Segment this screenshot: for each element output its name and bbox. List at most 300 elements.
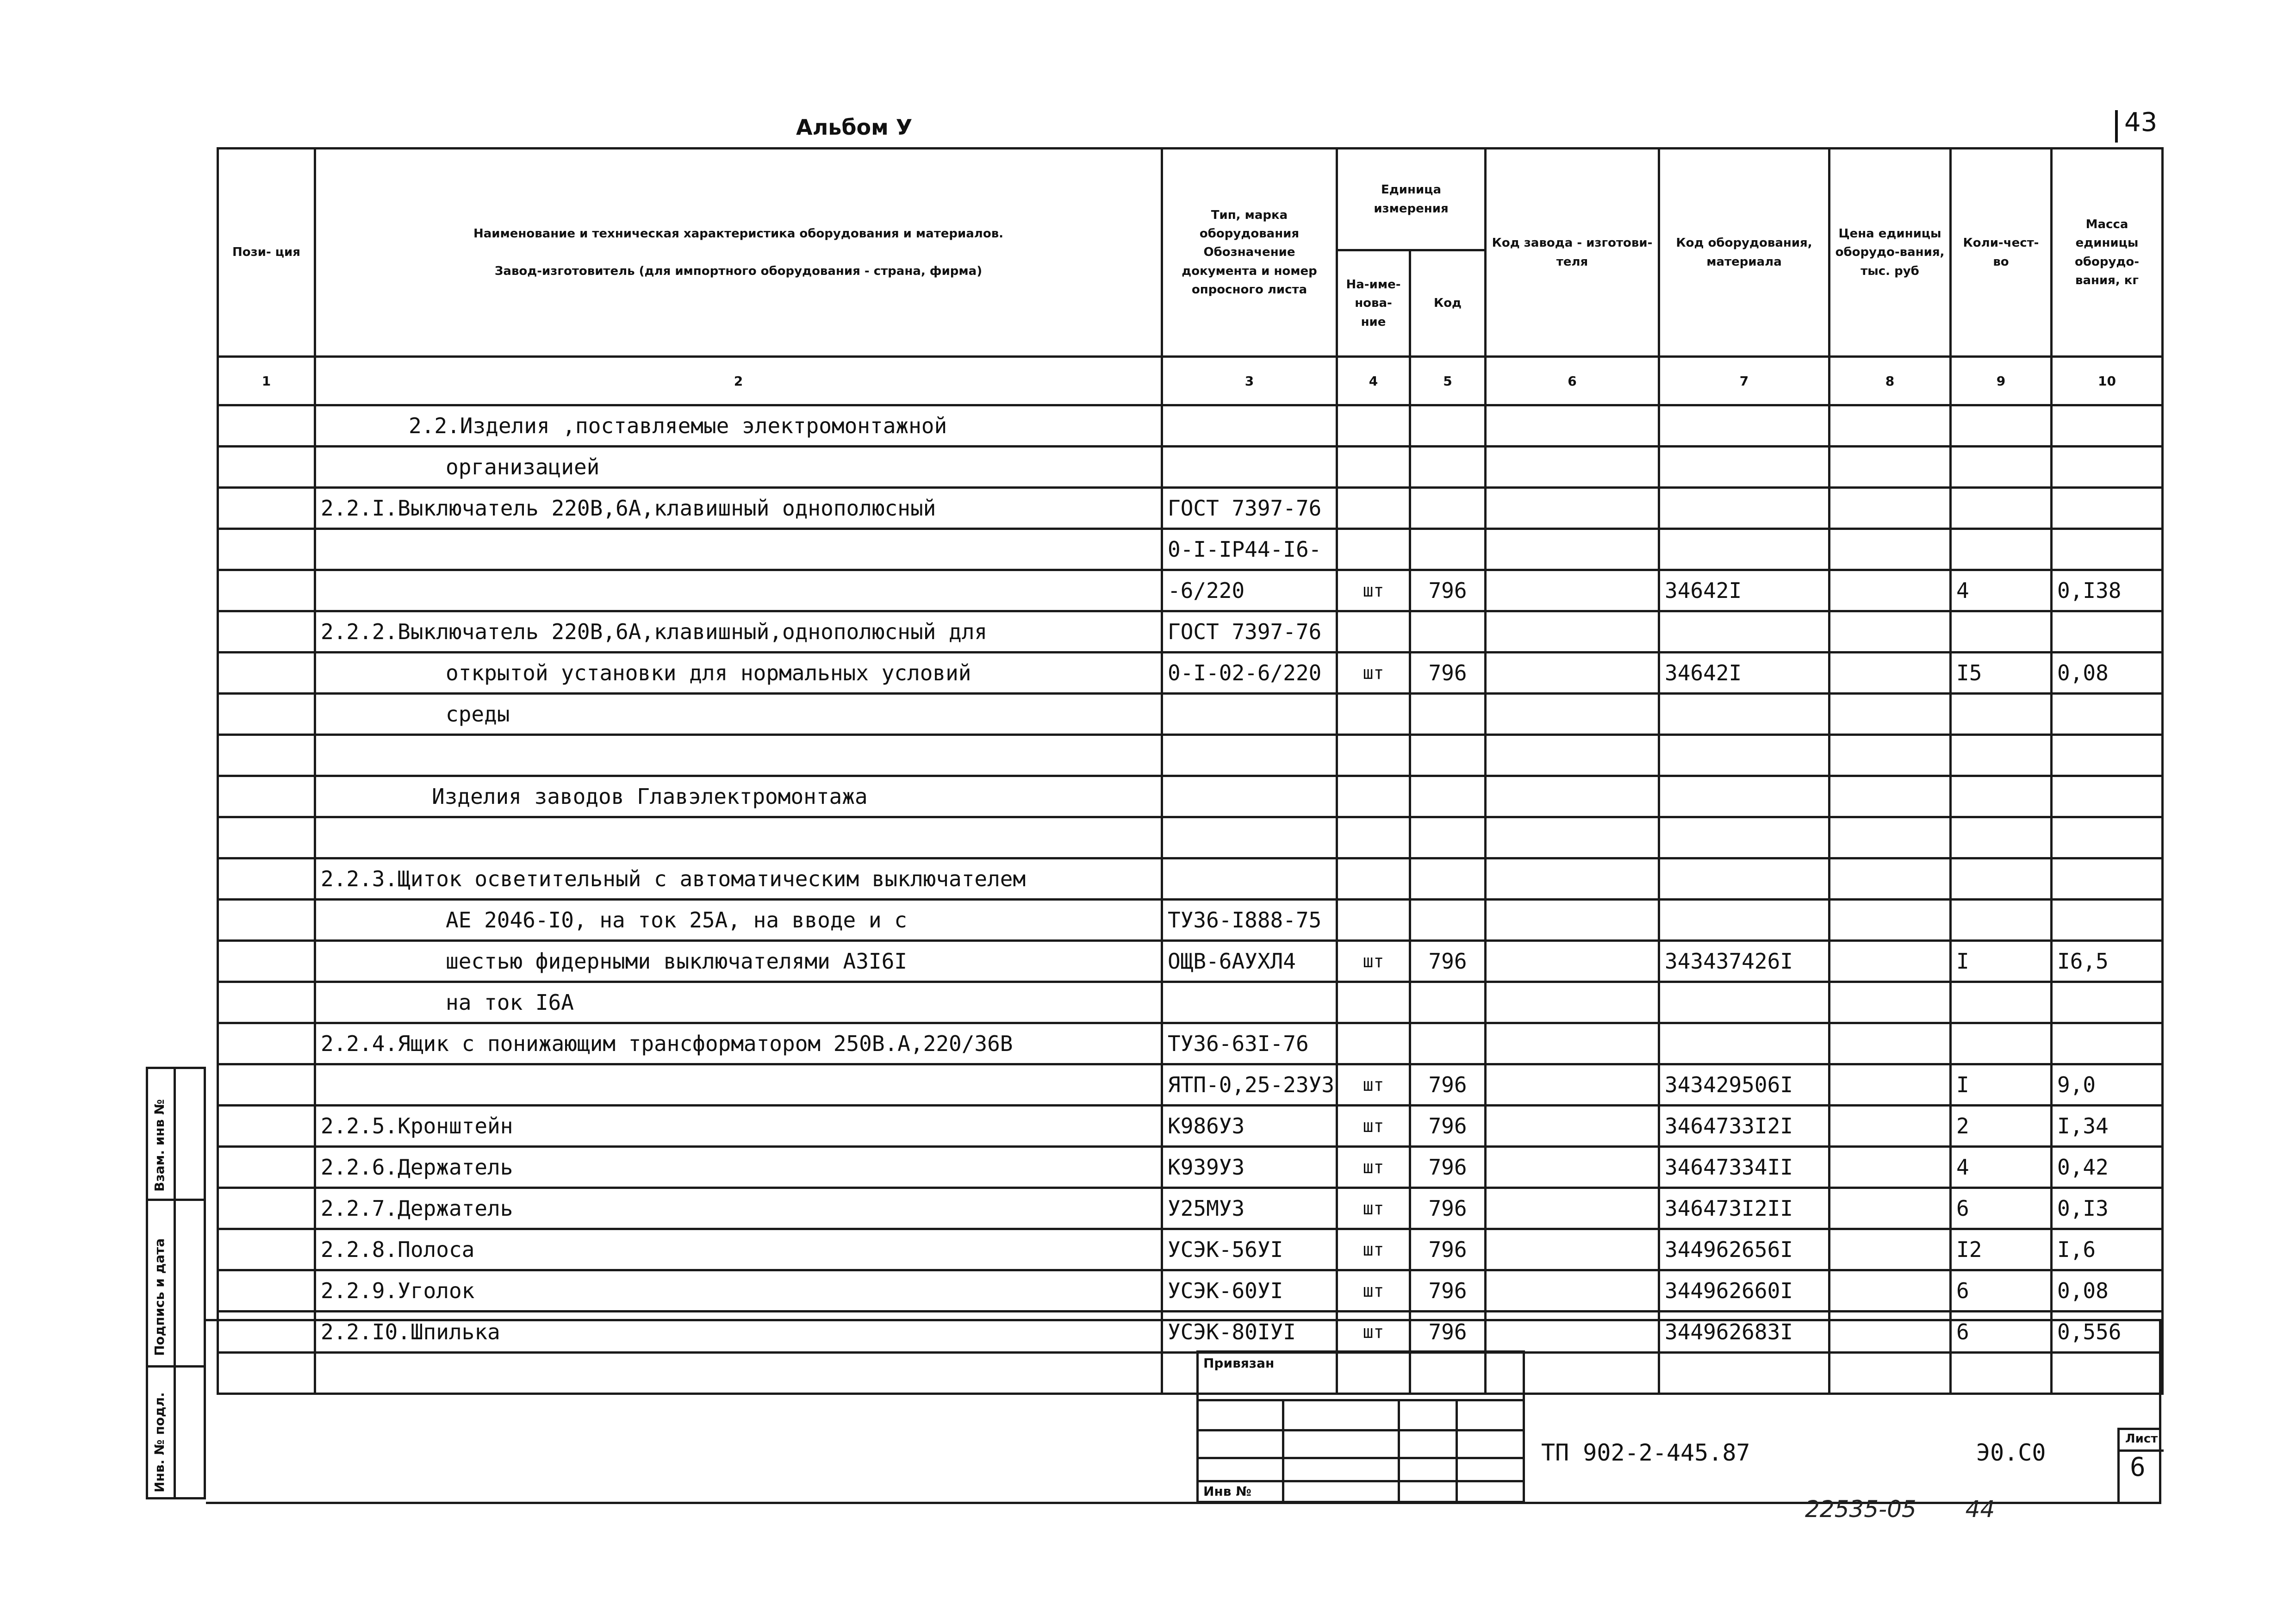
cell-c8 [1829,1229,1951,1270]
cell-c4: шт [1337,1270,1410,1312]
column-number: 9 [1951,357,2052,405]
cell-c7: 343437426I [1659,941,1829,982]
cell-c1 [218,570,315,611]
cell-c2: 2.2.Изделия ,поставляемые электромонтажной [315,405,1162,447]
cell-c10: I,6 [2052,1229,2163,1270]
table-row [218,982,2163,1023]
cell-c2: 2.2.2.Выключатель 220В,6А,клавишный,однополюсный для [315,611,1162,653]
cell-c2: АЕ 2046-I0, на ток 25А, на вводе и с [315,900,1162,941]
stamp-line [1398,1399,1400,1503]
cell-c7: 343429506I [1659,1064,1829,1106]
cell-c8 [1829,488,1951,529]
cell-c10 [2052,858,2163,900]
cell-c9 [1951,405,2052,447]
cell-c3: 0-I-02-6/220 [1162,653,1337,694]
cell-c8 [1829,447,1951,488]
cell-c1 [218,611,315,653]
col-type-header: Тип, марка оборудования Обозначение документа и номер опросного листа [1162,149,1337,357]
table-row [218,405,2163,447]
cell-c4 [1337,776,1410,817]
cell-c4 [1337,982,1410,1023]
cell-c7 [1659,982,1829,1023]
cell-c4: шт [1337,1064,1410,1106]
cell-c8 [1829,1147,1951,1188]
cell-c5 [1410,900,1486,941]
cell-c5 [1410,529,1486,570]
cell-c8 [1829,570,1951,611]
cell-c4 [1337,611,1410,653]
cell-c4 [1337,529,1410,570]
cell-c5 [1410,405,1486,447]
cell-c6 [1486,982,1659,1023]
cell-c4 [1337,858,1410,900]
cell-c10: I6,5 [2052,941,2163,982]
cell-c9: 4 [1951,570,2052,611]
cell-c1 [218,1023,315,1064]
cell-c5: 796 [1410,653,1486,694]
cell-c3: УСЭК-80IУI [1162,1312,1337,1353]
cell-c4: шт [1337,1229,1410,1270]
cell-c3 [1162,776,1337,817]
cell-c6 [1486,1023,1659,1064]
cell-c8 [1829,982,1951,1023]
stamp-line [1199,1457,1523,1459]
col-price-header: Цена единицы оборудо-вания, тыс. руб [1829,149,1951,357]
stamp-line [1456,1399,1458,1503]
table-row [218,735,2163,776]
cell-c10: 0,I3 [2052,1188,2163,1229]
cell-c1 [218,1188,315,1229]
cell-c7 [1659,858,1829,900]
cell-c7: 344962656I [1659,1229,1829,1270]
cell-c9 [1951,982,2052,1023]
cell-c7 [1659,405,1829,447]
cell-c1 [218,900,315,941]
side-stamp-inv-podl: Инв. № подл. [152,1392,167,1492]
cell-c9 [1951,447,2052,488]
cell-c1 [218,941,315,982]
cell-c10 [2052,1023,2163,1064]
side-stamp-vzam: Взам. инв № [152,1099,167,1192]
cell-c4: шт [1337,570,1410,611]
col-unit-name-header: На-име-нова-ние [1337,250,1410,357]
cell-c2 [315,1064,1162,1106]
cell-c5 [1410,447,1486,488]
cell-c1 [218,817,315,858]
cell-c9 [1951,694,2052,735]
col-unit-group-header: Единица измерения [1337,149,1486,250]
table-row [218,1229,2163,1270]
cell-c4: шт [1337,1312,1410,1353]
cell-c8 [1829,653,1951,694]
page-number-bar [2115,110,2118,143]
cell-c5 [1410,488,1486,529]
col-name-header-line2: Завод-изготовитель (для импортного оборудования - страна, фирма) [494,264,983,278]
sheet-number: 6 [2130,1452,2146,1482]
cell-c3 [1162,447,1337,488]
cell-c5 [1410,982,1486,1023]
cell-c9: 6 [1951,1312,2052,1353]
cell-c2: среды [315,694,1162,735]
table-row [218,900,2163,941]
cell-c1 [218,694,315,735]
cell-c6 [1486,488,1659,529]
cell-c10: 0,556 [2052,1312,2163,1353]
footer-code [1805,1496,1995,1523]
cell-c9 [1951,900,2052,941]
stamp-line [1199,1399,1523,1401]
cell-c4: шт [1337,1106,1410,1147]
cell-c10 [2052,405,2163,447]
cell-c9: 6 [1951,1270,2052,1312]
cell-c9 [1951,611,2052,653]
cell-c5: 796 [1410,1106,1486,1147]
cell-c8 [1829,817,1951,858]
table-row [218,653,2163,694]
cell-c6 [1486,653,1659,694]
cell-c5 [1410,776,1486,817]
table-row [218,941,2163,982]
cell-c8 [1829,1023,1951,1064]
cell-c7: 344962683I [1659,1312,1829,1353]
cell-c8 [1829,1064,1951,1106]
cell-c10 [2052,529,2163,570]
cell-c6 [1486,900,1659,941]
cell-c3 [1162,858,1337,900]
cell-c5: 796 [1410,1147,1486,1188]
cell-c3: ОЩВ-6АУХЛ4 [1162,941,1337,982]
side-stamp-signature: Подпись и дата [152,1238,167,1356]
cell-c6 [1486,1064,1659,1106]
cell-c5 [1410,858,1486,900]
cell-c4: шт [1337,1147,1410,1188]
stamp-line [1199,1480,1523,1482]
cell-c9 [1951,488,2052,529]
sheet-box [2117,1428,2161,1502]
table-row [218,1064,2163,1106]
cell-c10 [2052,776,2163,817]
cell-c9 [1951,1023,2052,1064]
cell-c7 [1659,694,1829,735]
cell-c4 [1337,900,1410,941]
cell-c8 [1829,1270,1951,1312]
cell-c5: 796 [1410,1064,1486,1106]
cell-c8 [1829,900,1951,941]
cell-c10: 0,42 [2052,1147,2163,1188]
cell-c10 [2052,611,2163,653]
cell-c7: 346473I2II [1659,1188,1829,1229]
cell-c5 [1410,817,1486,858]
cell-c2: организацией [315,447,1162,488]
cell-c9: 4 [1951,1147,2052,1188]
cell-c6 [1486,447,1659,488]
cell-c6 [1486,1270,1659,1312]
cell-c2: 2.2.3.Щиток осветительный с автоматическим выключателем [315,858,1162,900]
cell-c5 [1410,735,1486,776]
cell-c1 [218,1270,315,1312]
album-title: Альбом У [796,115,913,140]
cell-c2 [315,529,1162,570]
cell-c3: -6/220 [1162,570,1337,611]
cell-c9: 2 [1951,1106,2052,1147]
cell-c6 [1486,941,1659,982]
cell-c5: 796 [1410,1229,1486,1270]
cell-c9: I5 [1951,653,2052,694]
cell-c3: ГОСТ 7397-76 [1162,611,1337,653]
col-position-header: Пози- ция [218,149,315,357]
cell-c10: 9,0 [2052,1064,2163,1106]
sheet-label: Лист [2125,1432,2158,1446]
cell-c1 [218,858,315,900]
cell-c7: 3464733I2I [1659,1106,1829,1147]
cell-c4: шт [1337,1188,1410,1229]
cell-c6 [1486,405,1659,447]
approval-stamp [1196,1350,1525,1503]
cell-c10: 0,I38 [2052,570,2163,611]
cell-c9: 6 [1951,1188,2052,1229]
table-row [218,1023,2163,1064]
column-number: 6 [1486,357,1659,405]
cell-c8 [1829,529,1951,570]
cell-c4: шт [1337,653,1410,694]
cell-c3 [1162,817,1337,858]
table-row [218,529,2163,570]
cell-c1 [218,529,315,570]
col-unit-code-header: Код [1410,250,1486,357]
cell-c7 [1659,447,1829,488]
cell-c10 [2052,982,2163,1023]
table-row [218,817,2163,858]
cell-c2 [315,735,1162,776]
column-number: 10 [2052,357,2163,405]
cell-c9: I [1951,1064,2052,1106]
cell-c2 [315,817,1162,858]
cell-c3: ТУ36-I888-75 [1162,900,1337,941]
cell-c1 [218,1064,315,1106]
cell-c9 [1951,858,2052,900]
cell-c7: 34642I [1659,653,1829,694]
cell-c7: 344962660I [1659,1270,1829,1312]
cell-c8 [1829,1188,1951,1229]
cell-c5: 796 [1410,570,1486,611]
cell-c3: УСЭК-56УI [1162,1229,1337,1270]
cell-c5: 796 [1410,941,1486,982]
cell-c4 [1337,1023,1410,1064]
cell-c2: 2.2.I0.Шпилька [315,1312,1162,1353]
cell-c8 [1829,694,1951,735]
cell-c2: 2.2.I.Выключатель 220В,6А,клавишный однополюсный [315,488,1162,529]
cell-c10: I,34 [2052,1106,2163,1147]
cell-c6 [1486,611,1659,653]
cell-c4 [1337,694,1410,735]
cell-c6 [1486,817,1659,858]
col-material-code-header: Код оборудования, материала [1659,149,1829,357]
specification-table [217,147,2164,1395]
cell-c2: 2.2.5.Кронштейн [315,1106,1162,1147]
cell-c6 [1486,570,1659,611]
cell-c6 [1486,735,1659,776]
cell-c2: 2.2.4.Ящик с понижающим трансформатором 250В.А,220/36В [315,1023,1162,1064]
col-name-header [315,149,1162,357]
cell-c5 [1410,1023,1486,1064]
cell-c2: 2.2.7.Держатель [315,1188,1162,1229]
cell-c10: 0,08 [2052,653,2163,694]
footer-page: 44 [1965,1496,1995,1523]
col-factory-code-header: Код завода - изготови-теля [1486,149,1659,357]
cell-c5: 796 [1410,1188,1486,1229]
cell-c5: 796 [1410,1270,1486,1312]
cell-c2: Изделия заводов Главэлектромонтажа [315,776,1162,817]
cell-c3: К986У3 [1162,1106,1337,1147]
cell-c8 [1829,735,1951,776]
cell-c5 [1410,611,1486,653]
table-row [218,488,2163,529]
cell-c8 [1829,858,1951,900]
cell-c9 [1951,735,2052,776]
column-number: 2 [315,357,1162,405]
cell-c6 [1486,776,1659,817]
cell-c6 [1486,1188,1659,1229]
bottom-frame [206,1319,2161,1504]
cell-c3 [1162,405,1337,447]
table-row [218,858,2163,900]
cell-c1 [218,447,315,488]
cell-c4 [1337,405,1410,447]
cell-c4 [1337,488,1410,529]
cell-c10 [2052,900,2163,941]
stamp-line [1199,1429,1523,1431]
cell-c1 [218,735,315,776]
side-stamp-line [174,1069,176,1497]
cell-c4 [1337,447,1410,488]
column-number: 1 [218,357,315,405]
cell-c8 [1829,611,1951,653]
cell-c6 [1486,529,1659,570]
table-row [218,776,2163,817]
side-stamp-line [148,1365,204,1368]
cell-c6 [1486,1106,1659,1147]
cell-c10 [2052,447,2163,488]
cell-c10: 0,08 [2052,1270,2163,1312]
cell-c1 [218,405,315,447]
cell-c7 [1659,776,1829,817]
cell-c3: 0-I-IP44-I6- [1162,529,1337,570]
document-number: ТП 902-2-445.87 [1541,1439,1750,1466]
cell-c1 [218,488,315,529]
cell-c3: ТУ36-63I-76 [1162,1023,1337,1064]
cell-c2: шестью фидерными выключателями А3I6I [315,941,1162,982]
table-row [218,447,2163,488]
cell-c2: открытой установки для нормальных условий [315,653,1162,694]
cell-c7 [1659,1023,1829,1064]
cell-c5: 796 [1410,1312,1486,1353]
side-stamp [146,1067,206,1499]
specification-body [218,405,2163,1394]
cell-c4: шт [1337,941,1410,982]
col-name-header-line1: Наименование и техническая характеристика оборудования и материалов. [473,227,1004,241]
column-number: 5 [1410,357,1486,405]
table-row [218,1188,2163,1229]
cell-c6 [1486,858,1659,900]
stamp-line [1282,1399,1284,1503]
table-row [218,1106,2163,1147]
cell-c3: У25МУ3 [1162,1188,1337,1229]
col-mass-header: Масса единицы оборудо-вания, кг [2052,149,2163,357]
cell-c3 [1162,735,1337,776]
cell-c7: 34647334II [1659,1147,1829,1188]
sheet-divider [2120,1449,2164,1452]
cell-c6 [1486,694,1659,735]
cell-c5 [1410,694,1486,735]
cell-c10 [2052,735,2163,776]
cell-c1 [218,1106,315,1147]
cell-c1 [218,1147,315,1188]
document-suffix: Э0.С0 [1976,1439,2046,1466]
cell-c10 [2052,488,2163,529]
cell-c9: I [1951,941,2052,982]
cell-c7: 34642I [1659,570,1829,611]
cell-c2 [315,570,1162,611]
cell-c7 [1659,817,1829,858]
cell-c3 [1162,694,1337,735]
column-number-row [218,357,2163,405]
cell-c9 [1951,529,2052,570]
column-number: 3 [1162,357,1337,405]
cell-c1 [218,982,315,1023]
stamp-privyazan-label: Привязан [1203,1356,1275,1371]
cell-c3 [1162,982,1337,1023]
cell-c2: 2.2.9.Уголок [315,1270,1162,1312]
cell-c1 [218,1229,315,1270]
side-stamp-line [148,1199,204,1201]
cell-c7 [1659,488,1829,529]
cell-c4 [1337,735,1410,776]
cell-c9 [1951,776,2052,817]
col-quantity-header: Коли-чест-во [1951,149,2052,357]
cell-c9: I2 [1951,1229,2052,1270]
table-row [218,1270,2163,1312]
cell-c3: К939У3 [1162,1147,1337,1188]
table-row [218,1147,2163,1188]
footer-code-number: 22535-05 [1805,1496,1916,1523]
column-number: 7 [1659,357,1829,405]
cell-c7 [1659,735,1829,776]
stamp-inv-label: Инв № [1203,1484,1251,1499]
cell-c4 [1337,817,1410,858]
cell-c8 [1829,776,1951,817]
cell-c10 [2052,694,2163,735]
cell-c8 [1829,1106,1951,1147]
cell-c1 [218,653,315,694]
cell-c3: УСЭК-60УI [1162,1270,1337,1312]
cell-c7 [1659,529,1829,570]
page-number: 43 [2124,107,2158,137]
cell-c6 [1486,1147,1659,1188]
cell-c10 [2052,817,2163,858]
cell-c2: 2.2.8.Полоса [315,1229,1162,1270]
cell-c7 [1659,611,1829,653]
table-row [218,611,2163,653]
column-number: 8 [1829,357,1951,405]
cell-c7 [1659,900,1829,941]
table-row [218,694,2163,735]
cell-c2: 2.2.6.Держатель [315,1147,1162,1188]
cell-c1 [218,776,315,817]
table-row [218,570,2163,611]
cell-c8 [1829,405,1951,447]
cell-c6 [1486,1229,1659,1270]
header-row [218,149,2163,250]
